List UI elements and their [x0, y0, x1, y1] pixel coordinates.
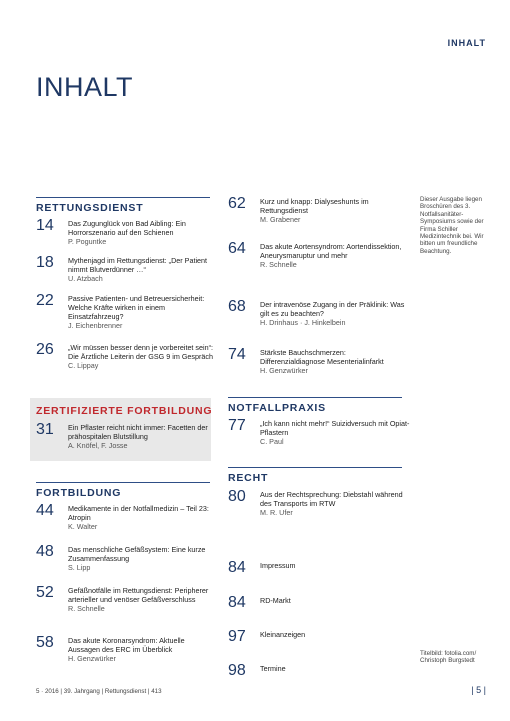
toc-title: Stärkste Bauchschmerzen: Differenzialdiagnose Mesenterialinfarkt [260, 348, 384, 366]
toc-author: C. Lippay [68, 361, 99, 370]
toc-author: R. Schnelle [68, 604, 105, 613]
toc-page-number: 14 [36, 217, 54, 234]
toc-title: Das akute Koronarsyndrom: Aktuelle Aussagen des ERC im Überblick [68, 636, 185, 654]
toc-author: J. Eichenbrenner [68, 321, 123, 330]
toc-page-number: 64 [228, 240, 246, 257]
toc-title: Der intravenöse Zugang in der Präklinik: Was gilt es zu beachten? [260, 300, 405, 318]
toc-page-number: 97 [228, 628, 246, 645]
toc-title: Ein Pflaster reicht nicht immer: Facetten der prähospitalen Blutstillung [68, 423, 208, 441]
section-rule [228, 467, 402, 468]
page-number: | 5 | [471, 685, 486, 695]
section-title-notfallpraxis: NOTFALLPRAXIS [228, 402, 326, 414]
toc-title: „Ich kann nicht mehr!“ Suizidversuch mit Opiat-Pflastern [260, 419, 410, 437]
toc-page-number: 80 [228, 488, 246, 505]
section-title-recht: RECHT [228, 472, 269, 484]
toc-page-number: 62 [228, 195, 246, 212]
section-rule [36, 482, 210, 483]
toc-author: R. Schnelle [260, 260, 297, 269]
toc-title: Aus der Rechtsprechung: Diebstahl während des Transports im RTW [260, 490, 403, 508]
toc-title: Das menschliche Gefäßsystem: Eine kurze Zusammenfassung [68, 545, 206, 563]
toc-author: A. Knöfel, F. Josse [68, 441, 128, 450]
toc-title: Das Zugunglück von Bad Aibling: Ein Horrorszenario auf den Schienen [68, 219, 186, 237]
toc-title: Impressum [260, 561, 296, 570]
toc-page-number: 18 [36, 254, 54, 271]
toc-title: Medikamente in der Notfallmedizin – Teil 23: Atropin [68, 504, 209, 522]
image-credit: Titelbild: fotolia.com/ Christoph Burgstedt [420, 650, 477, 665]
toc-title: Gefäßnotfälle im Rettungsdienst: Peripherer arterieller und venöser Gefäßverschluss [68, 586, 209, 604]
toc-page-number: 68 [228, 298, 246, 315]
section-title-rettungsdienst: RETTUNGSDIENST [36, 202, 144, 214]
toc-page-number: 58 [36, 634, 54, 651]
toc-page-number: 84 [228, 594, 246, 611]
toc-author: P. Poguntke [68, 237, 107, 246]
toc-author: H. Drinhaus · J. Hinkelbein [260, 318, 346, 327]
toc-page-number: 84 [228, 559, 246, 576]
toc-title: Passive Patienten- und Betreuersicherheit: Welche Kräfte wirken in einem Einsatzfahrzeug? [68, 294, 205, 321]
toc-page-number: 44 [36, 502, 54, 519]
toc-author: U. Atzbach [68, 274, 103, 283]
toc-page-number: 31 [36, 421, 54, 438]
toc-author: C. Paul [260, 437, 284, 446]
toc-author: H. Genzwürker [68, 654, 116, 663]
toc-title: Das akute Aortensyndrom: Aortendissektion, Aneurysmaruptur und mehr [260, 242, 402, 260]
toc-author: H. Genzwürker [260, 366, 308, 375]
toc-title: Kleinanzeigen [260, 630, 306, 639]
toc-page-number: 77 [228, 417, 246, 434]
header-label: INHALT [447, 38, 486, 48]
side-note: Dieser Ausgabe liegen Broschüren des 3. Notfallsanitäter-Symposiums sowie der Firma Schiller Medizintechnik bei. Wir bitten um freundliche Beachtung. [420, 196, 484, 255]
section-title-fortbildung: FORTBILDUNG [36, 487, 122, 499]
toc-title: Mythenjagd im Rettungsdienst: „Der Patient nimmt Blutverdünner …“ [68, 256, 208, 274]
section-rule [36, 197, 210, 198]
footer-issue: 5 · 2016 | 39. Jahrgang | Rettungsdienst | 413 [36, 688, 162, 695]
toc-title: Kurz und knapp: Dialyseshunts im Rettungsdienst [260, 197, 369, 215]
toc-title: RD-Markt [260, 596, 291, 605]
section-title-zertifiziert: ZERTIFIZIERTE FORTBILDUNG [36, 405, 213, 417]
toc-author: M. R. Ufer [260, 508, 293, 517]
toc-page-number: 52 [36, 584, 54, 601]
toc-author: K. Walter [68, 522, 98, 531]
toc-page-number: 26 [36, 341, 54, 358]
toc-author: M. Grabener [260, 215, 301, 224]
toc-page-number: 98 [228, 662, 246, 679]
toc-title: Termine [260, 664, 286, 673]
toc-author: S. Lipp [68, 563, 91, 572]
section-rule [228, 397, 402, 398]
page-title: INHALT [36, 72, 134, 102]
toc-page-number: 48 [36, 543, 54, 560]
toc-title: „Wir müssen besser denn je vorbereitet sein“: Die Ärztliche Leiterin der GSG 9 im Gespräch [68, 343, 214, 361]
toc-page-number: 22 [36, 292, 54, 309]
toc-page-number: 74 [228, 346, 246, 363]
